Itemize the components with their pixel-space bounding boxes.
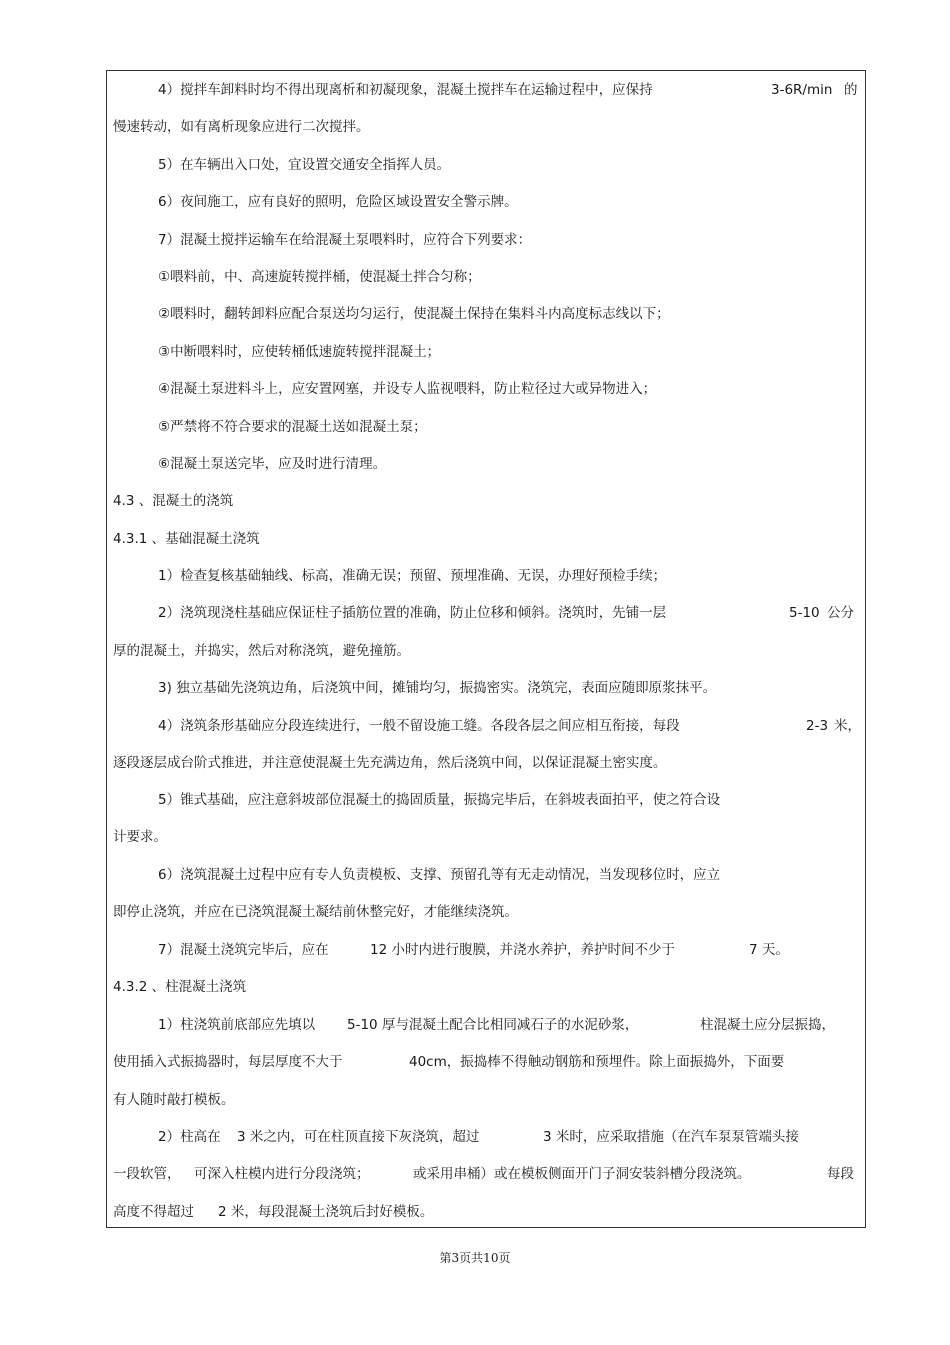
paragraph-line-value: 40cm，振捣棒不得触动钢筋和预埋件。除上面振捣外，下面要 (409, 1054, 785, 1070)
paragraph-line: 计要求。 (113, 829, 167, 845)
paragraph-line: 5）在车辆出入口处，宜设置交通安全指挥人员。 (158, 157, 451, 173)
paragraph-line-tail: 米， (834, 718, 861, 734)
paragraph-line-end: 每段 (827, 1166, 854, 1182)
paragraph-line: 厚的混凝土，并捣实，然后对称浇筑，避免撞筋。 (113, 643, 410, 659)
paragraph-line: 慢速转动，如有离析现象应进行二次搅拌。 (113, 119, 370, 135)
list-item: ③中断喂料时，应使转桶低速旋转搅拌混凝土； (158, 344, 441, 360)
paragraph-line-value: 3-6R/min (771, 82, 833, 98)
subsection-heading: 4.3.1 、基础混凝土浇筑 (113, 531, 260, 547)
paragraph-line: 5）锥式基础，应注意斜坡部位混凝土的捣固质量，振捣完毕后，在斜坡表面拍平，使之符合设 (158, 792, 721, 808)
paragraph-line-value: 可深入柱模内进行分段浇筑； (194, 1166, 370, 1182)
paragraph-line-value: 2-3 (806, 718, 829, 734)
paragraph-line: 4）浇筑条形基础应分段连续进行，一般不留设施工缝。各段各层之间应相互衔接，每段 (158, 718, 680, 734)
paragraph-line: 7）混凝土搅拌运输车在给混凝土泵喂料时，应符合下列要求： (158, 232, 532, 248)
page-number-footer: 第3页共10页 (439, 1251, 511, 1265)
list-item: ④混凝土泵进料斗上，应安置网塞，并设专人监视喂料，防止粒径过大或异物进入； (158, 381, 657, 397)
paragraph-line: 6）浇筑混凝土过程中应有专人负责模板、支撑、预留孔等有无走动情况，当发现移位时，应立 (158, 867, 721, 883)
paragraph-line-tail: 的 (844, 82, 858, 98)
list-item: ⑤严禁将不符合要求的混凝土送如混凝土泵； (158, 419, 427, 435)
paragraph-line: 即停止浇筑，并应在已浇筑混凝土凝结前休整完好，才能继续浇筑。 (113, 904, 518, 920)
paragraph-line: 6）夜间施工，应有良好的照明，危险区域设置安全警示牌。 (158, 194, 518, 210)
paragraph-line: 高度不得超过 (113, 1204, 194, 1220)
paragraph-line: 1）柱浇筑前底部应先填以 (158, 1017, 316, 1033)
paragraph-line-tail: 7 天。 (749, 942, 789, 958)
paragraph-line-tail: 或采用串桶）或在模板侧面开门子洞安装斜槽分段浇筑。 (413, 1166, 751, 1182)
paragraph-line: 7）混凝土浇筑完毕后，应在 (158, 942, 329, 958)
list-item: ①喂料前，中、高速旋转搅拌桶，使混凝土拌合匀称； (158, 269, 481, 285)
paragraph-line: 4）搅拌车卸料时均不得出现离析和初凝现象，混凝土搅拌车在运输过程中，应保持 (158, 82, 653, 98)
paragraph-line-value: 12 小时内进行腹膜，并浇水养护，养护时间不少于 (370, 942, 675, 958)
paragraph-line-value: 2 米，每段混凝土浇筑后封好模板。 (218, 1204, 434, 1220)
paragraph-line-tail: 柱混凝土应分层振捣， (700, 1017, 835, 1033)
paragraph-line: 使用插入式振捣器时，每层厚度不大于 (113, 1054, 343, 1070)
paragraph-line: 3) 独立基础先浇筑边角，后浇筑中间，摊铺均匀，振捣密实。浇筑完，表面应随即原浆抹平。 (158, 680, 717, 696)
paragraph-line: 逐段逐层成台阶式推进，并注意使混凝土先充满边角，然后浇筑中间，以保证混凝土密实度。 (113, 755, 667, 771)
paragraph-line: 1）检查复核基础轴线、标高，准确无误；预留、预埋准确、无误，办理好预检手续； (158, 568, 667, 584)
paragraph-line: 有人随时敲打模板。 (113, 1092, 235, 1108)
subsection-heading: 4.3.2 、柱混凝土浇筑 (113, 979, 247, 995)
paragraph-line-tail: 公分 (827, 605, 854, 621)
paragraph-line-value: 3 米之内，可在柱顶直接下灰浇筑，超过 (237, 1129, 480, 1145)
paragraph-line: 2）浇筑现浇柱基础应保证柱子插筋位置的准确，防止位移和倾斜。浇筑时，先铺一层 (158, 605, 667, 621)
section-heading: 4.3 、混凝土的浇筑 (113, 493, 234, 509)
paragraph-line-value: 5-10 (789, 605, 820, 621)
paragraph-line: 2）柱高在 (158, 1129, 221, 1145)
list-item: ⑥混凝土泵送完毕，应及时进行清理。 (158, 456, 387, 472)
paragraph-line-value: 5-10 厚与混凝土配合比相同减石子的水泥砂浆， (347, 1017, 639, 1033)
paragraph-line: 一段软管， (113, 1166, 181, 1182)
paragraph-line-tail: 3 米时，应采取措施（在汽车泵泵管端头接 (543, 1129, 799, 1145)
list-item: ②喂料时，翻转卸料应配合泵送均匀运行，使混凝土保持在集料斗内高度标志线以下； (158, 306, 670, 322)
